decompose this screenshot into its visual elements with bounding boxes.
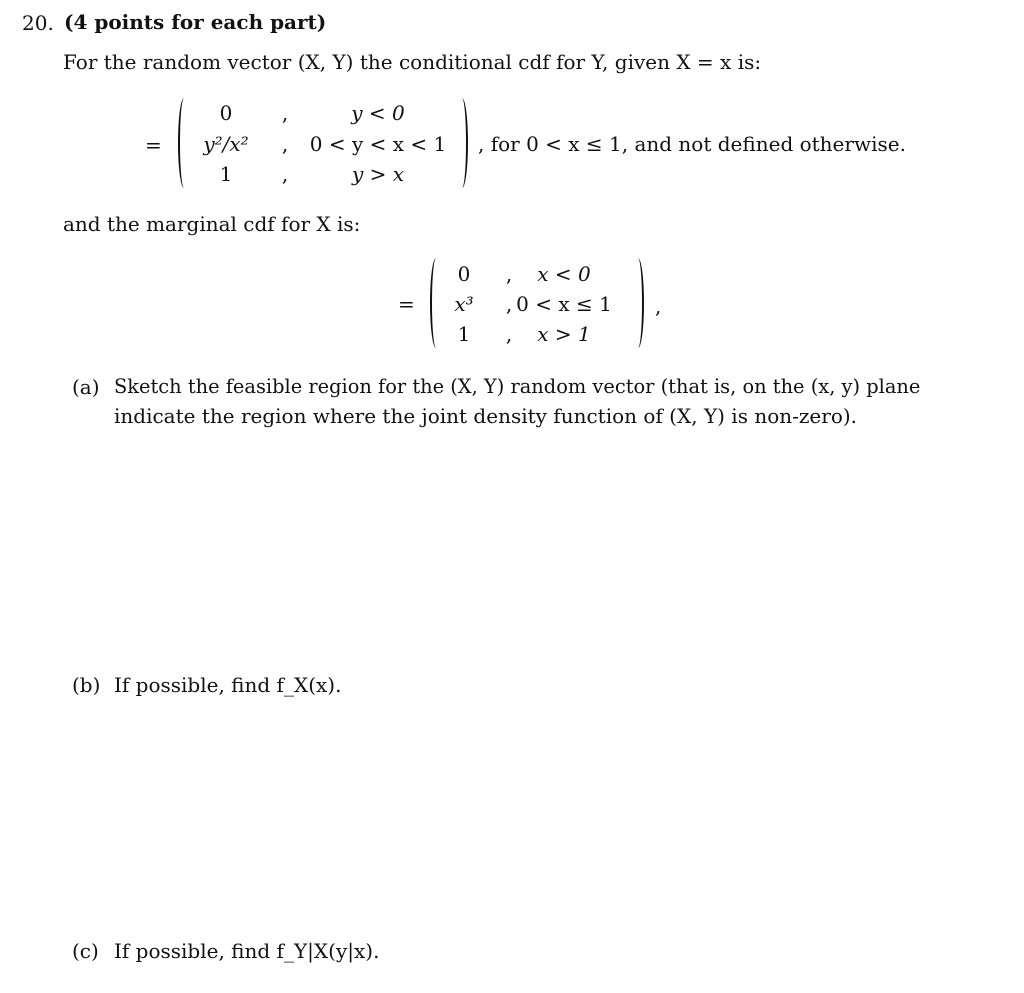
points-heading: (4 points for each part)	[64, 10, 327, 34]
conditional-row-1-value: 0	[219, 101, 233, 125]
marginal-trailing-comma: ,	[655, 294, 662, 318]
part-b-label: (b)	[72, 673, 101, 697]
marginal-intro: and the marginal cdf for X is:	[63, 212, 361, 236]
conditional-note: , for 0 < x ≤ 1, and not defined otherwise.	[478, 132, 906, 156]
marginal-row-1-sep: ,	[505, 262, 513, 286]
conditional-row-2-condition: 0 < y < x < 1	[309, 132, 447, 156]
conditional-row-1-condition: y < 0	[351, 101, 405, 125]
marginal-row-3-value: 1	[457, 322, 471, 346]
marginal-equals: =	[398, 292, 415, 316]
marginal-right-paren	[632, 258, 644, 348]
marginal-row-2-value: x³	[454, 292, 474, 316]
conditional-row-2-sep: ,	[281, 132, 289, 156]
part-b-text: If possible, find f_X(x).	[114, 673, 342, 697]
part-c-label: (c)	[72, 939, 99, 963]
marginal-row-1-condition: x < 0	[537, 262, 591, 286]
conditional-row-3-sep: ,	[281, 162, 289, 186]
part-c-text: If possible, find f_Y|X(y|x).	[114, 939, 380, 963]
marginal-row-1-value: 0	[457, 262, 471, 286]
marginal-row-3-condition: x > 1	[537, 322, 591, 346]
conditional-row-2-value: y²/x²	[203, 132, 249, 156]
marginal-row-3-sep: ,	[505, 322, 513, 346]
part-a-label: (a)	[72, 375, 100, 399]
problem-number: 20.	[22, 11, 54, 35]
intro-text: For the random vector (X, Y) the conditional cdf for Y, given X = x is:	[63, 50, 762, 74]
conditional-left-paren	[178, 98, 190, 188]
conditional-row-3-value: 1	[219, 162, 233, 186]
marginal-row-2-condition: 0 < x ≤ 1	[516, 292, 612, 316]
marginal-row-2-sep: ,	[505, 292, 513, 316]
conditional-equals: =	[145, 133, 162, 157]
conditional-row-1-sep: ,	[281, 101, 289, 125]
conditional-row-3-condition: y > x	[351, 162, 405, 186]
part-a-text-line1: Sketch the feasible region for the (X, Y) random vector (that is, on the (x, y) plane	[114, 375, 921, 398]
conditional-right-paren	[456, 98, 468, 188]
part-a-text-line2: indicate the region where the joint density function of (X, Y) is non-zero).	[114, 404, 858, 428]
